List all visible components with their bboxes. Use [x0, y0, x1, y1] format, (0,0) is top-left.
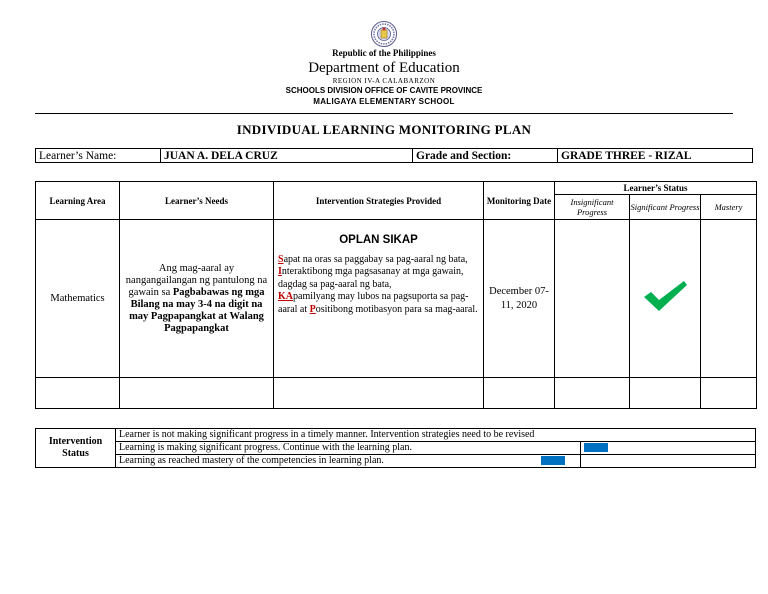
strategy-text: nteraktibong mga pagsasanay at mga gawain, dagdag sa pag-aaral ng bata, — [278, 266, 464, 290]
division-label: SCHOOLS DIVISION OFFICE OF CAVITE PROVINCE — [285, 86, 483, 95]
learner-info-table — [35, 148, 753, 163]
status-row-significant: Learning is making significant progress. Continue with the learning plan. — [116, 442, 581, 455]
acronym-letter: S — [278, 253, 284, 265]
strategies-cell — [274, 220, 484, 378]
strategy-title: OPLAN SIKAP — [339, 234, 418, 246]
check-mark-icon — [640, 279, 690, 313]
learning-area-cell: Mathematics — [36, 220, 120, 378]
header-significant-progress: Significant Progress — [630, 195, 701, 220]
page-title: INDIVIDUAL LEARNING MONITORING PLAN — [236, 122, 532, 137]
table-row — [36, 378, 757, 409]
monitoring-date-cell: December 07-11, 2020 — [484, 220, 555, 378]
header-learners-status: Learner’s Status — [555, 182, 757, 195]
status-swatch-cell — [581, 442, 756, 455]
header-mastery: Mastery — [701, 195, 757, 220]
header-monitoring-date: Monitoring Date — [484, 182, 555, 220]
status-color-swatch — [584, 443, 608, 452]
strategy-text: pamilyang may lubos na pagsuporta sa pag-aaral at — [278, 291, 469, 315]
grade-section-value: GRADE THREE - RIZAL — [558, 149, 753, 163]
learner-name-label: Learner’s Name: — [36, 149, 161, 163]
strategy-kapamilyang — [278, 291, 479, 316]
significant-progress-cell — [630, 220, 701, 378]
intervention-status-label: Intervention Status — [36, 429, 116, 468]
status-swatch-cell — [581, 455, 756, 468]
header-insignificant-progress: Insignificant Progress — [555, 195, 630, 220]
learner-name-value: JUAN A. DELA CRUZ — [161, 149, 413, 163]
header-learning-area: Learning Area — [36, 182, 120, 220]
needs-bold-text: Pagbabawas ng mga Bilang na may 3-4 na digit na may Pagpapangkat at Walang Pagpapangkat — [129, 286, 265, 334]
table-row — [36, 220, 757, 378]
status-row-not-significant: Learner is not making significant progress in a timely manner. Intervention strategies need to be revised — [116, 429, 756, 442]
header-learners-needs: Learner’s Needs — [120, 182, 274, 220]
republic-label: Republic of the Philippines — [332, 48, 436, 58]
acronym-letter: P — [309, 303, 316, 315]
strategy-text: apat na oras sa paggabay sa pag-aaral ng bata, — [283, 253, 468, 265]
insignificant-progress-cell — [555, 220, 630, 378]
header-divider — [35, 113, 733, 114]
region-label: REGION IV-A CALABARZON — [332, 77, 436, 85]
intervention-status-table — [35, 428, 756, 468]
status-row-mastery: Learning as reached mastery of the competencies in learning plan. — [116, 455, 581, 468]
grade-section-label: Grade and Section: — [413, 149, 558, 163]
status-color-swatch — [541, 456, 565, 465]
deped-seal-icon — [371, 21, 397, 47]
header-intervention-strategies: Intervention Strategies Provided — [274, 182, 484, 220]
needs-text: Ang mag-aaral ay nangangailangan ng pantulong na gawain sa — [125, 262, 268, 298]
acronym-letter: KA — [278, 291, 293, 302]
mastery-cell — [701, 220, 757, 378]
strategy-sapat — [278, 254, 479, 267]
acronym-letter: I — [278, 266, 282, 277]
monitoring-table — [35, 181, 757, 409]
school-label: MALIGAYA ELEMENTARY SCHOOL — [313, 97, 455, 106]
department-title: Department of Education — [308, 60, 460, 76]
strategy-interaktibong — [278, 266, 479, 291]
learners-needs-cell — [120, 220, 274, 378]
strategy-text: ositibong motibasyon para sa mag-aaral. — [315, 303, 478, 315]
